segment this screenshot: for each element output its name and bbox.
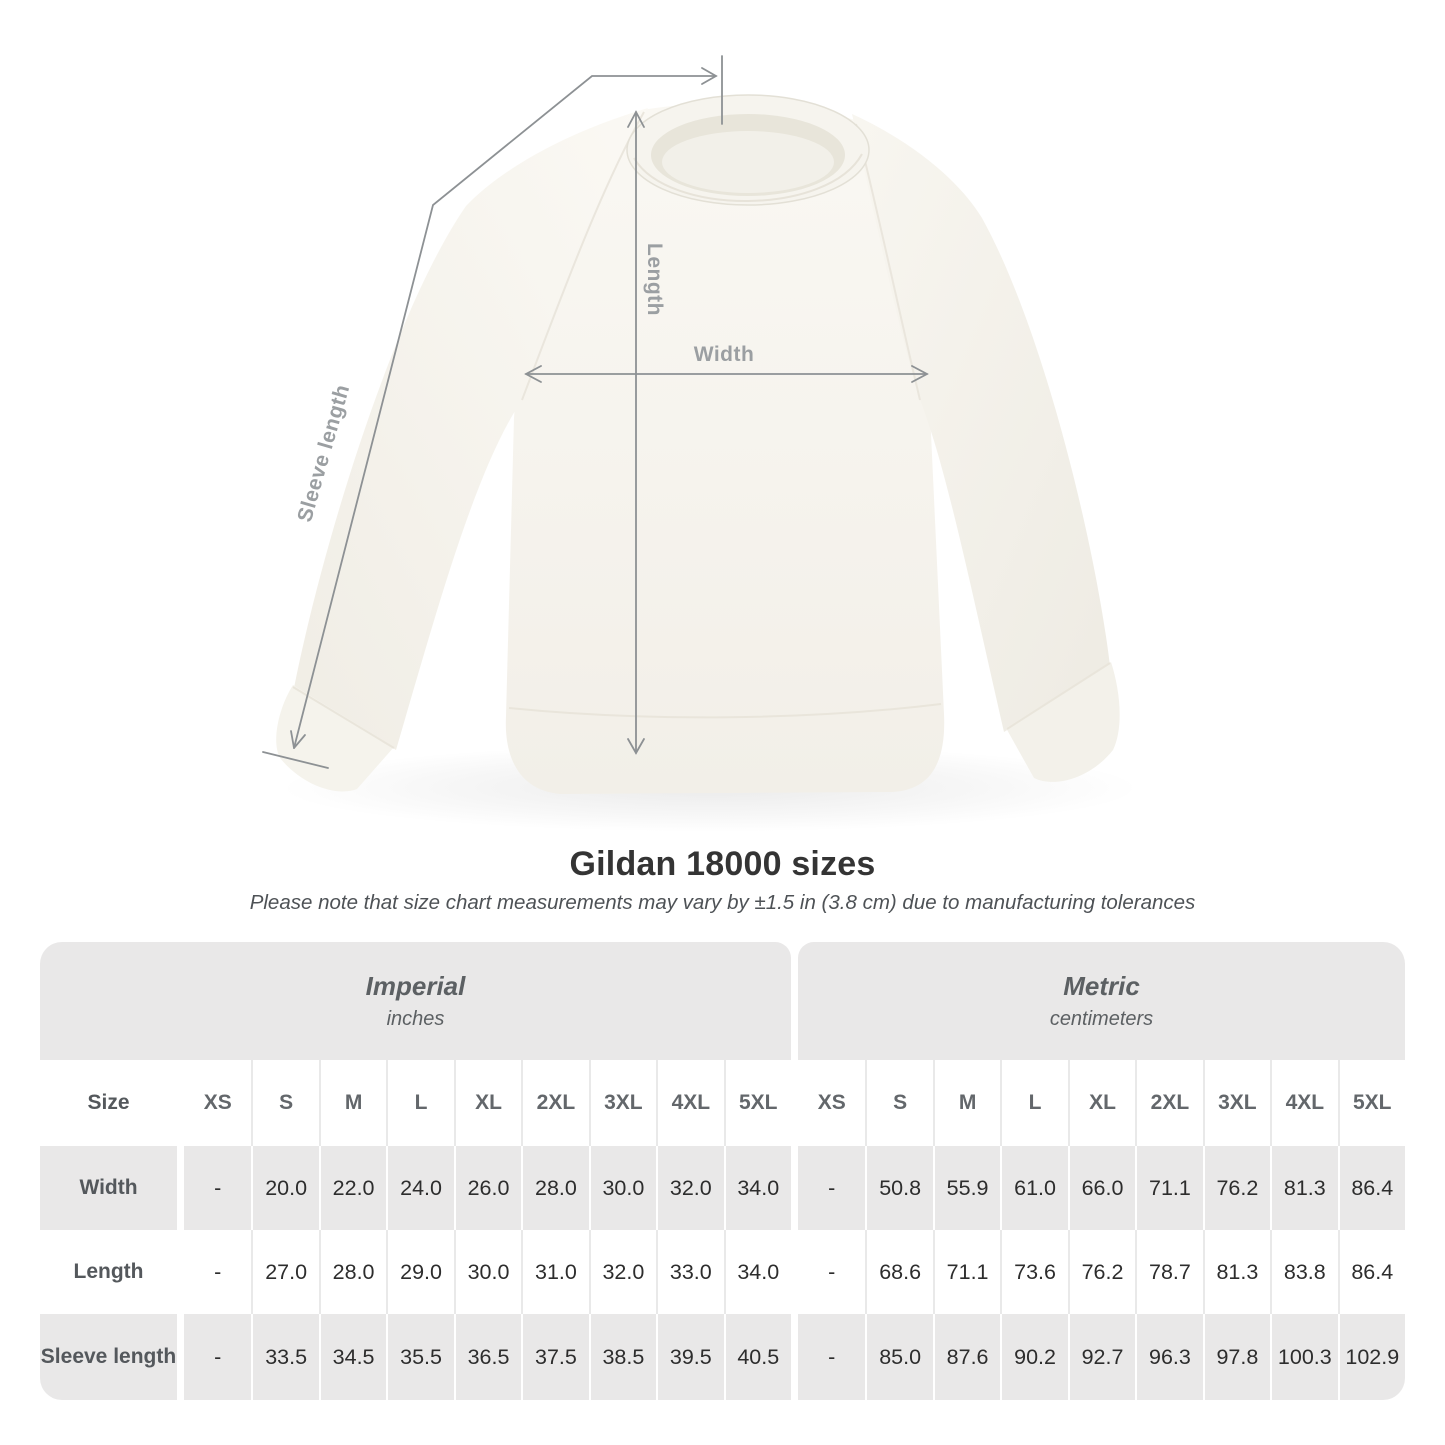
sleeve-length-label: Sleeve length — [293, 381, 355, 525]
cell-value: - — [798, 1230, 865, 1314]
cell-value: 87.6 — [933, 1314, 1000, 1400]
cell-value: 92.7 — [1068, 1314, 1135, 1400]
cell-value: 66.0 — [1068, 1146, 1135, 1230]
cell-value: 34.0 — [724, 1146, 791, 1230]
cell-value: 78.7 — [1135, 1230, 1202, 1314]
cell-value: 96.3 — [1135, 1314, 1202, 1400]
size-header-cell: XS — [798, 1060, 865, 1146]
column-gap — [177, 1146, 184, 1230]
size-header-cell: 2XL — [521, 1060, 588, 1146]
cell-value: 29.0 — [386, 1230, 453, 1314]
size-header-cell: S — [865, 1060, 932, 1146]
size-header-cell: L — [386, 1060, 453, 1146]
size-header-cell: 2XL — [1135, 1060, 1202, 1146]
cell-value: 81.3 — [1270, 1146, 1337, 1230]
imperial-unit: inches — [386, 1008, 445, 1030]
column-gap — [791, 1230, 798, 1314]
size-header-cell: 4XL — [656, 1060, 723, 1146]
measurement-row — [40, 1230, 1405, 1314]
column-gap — [177, 1314, 184, 1400]
cell-value: 27.0 — [251, 1230, 318, 1314]
cell-value: 33.0 — [656, 1230, 723, 1314]
size-header-cell: L — [1000, 1060, 1067, 1146]
column-gap — [791, 1314, 798, 1400]
cell-value: 73.6 — [1000, 1230, 1067, 1314]
cell-value: 97.8 — [1203, 1314, 1270, 1400]
cell-value: 86.4 — [1338, 1146, 1405, 1230]
size-header-cell: 5XL — [1338, 1060, 1405, 1146]
column-gap — [177, 1230, 184, 1314]
size-header-cell: 5XL — [724, 1060, 791, 1146]
column-gap — [791, 1146, 798, 1230]
unit-band-row — [40, 942, 1405, 1060]
size-header-cell: 3XL — [1203, 1060, 1270, 1146]
cell-value: 55.9 — [933, 1146, 1000, 1230]
size-header-cell: S — [251, 1060, 318, 1146]
cell-value: 71.1 — [1135, 1146, 1202, 1230]
tolerance-note: Please note that size chart measurements may vary by ±1.5 in (3.8 cm) due to manufacturing tolerances — [249, 891, 1196, 914]
imperial-name: Imperial — [365, 971, 466, 1001]
cell-value: - — [184, 1314, 251, 1400]
cell-value: 22.0 — [319, 1146, 386, 1230]
cell-value: 68.6 — [865, 1230, 932, 1314]
measurement-row — [40, 1314, 1405, 1400]
cell-value: 50.8 — [865, 1146, 932, 1230]
cell-value: 71.1 — [933, 1230, 1000, 1314]
cell-value: 85.0 — [865, 1314, 932, 1400]
cell-value: - — [798, 1146, 865, 1230]
size-header-cell: M — [933, 1060, 1000, 1146]
row-label: Length — [40, 1230, 177, 1314]
cell-value: 31.0 — [521, 1230, 588, 1314]
cell-value: 37.5 — [521, 1314, 588, 1400]
cell-value: 38.5 — [589, 1314, 656, 1400]
cell-value: 83.8 — [1270, 1230, 1337, 1314]
cell-value: 40.5 — [724, 1314, 791, 1400]
size-header-cell: XS — [184, 1060, 251, 1146]
cell-value: 28.0 — [319, 1230, 386, 1314]
cell-value: 33.5 — [251, 1314, 318, 1400]
cell-value: 35.5 — [386, 1314, 453, 1400]
measurement-row — [40, 1146, 1405, 1230]
cell-value: 61.0 — [1000, 1146, 1067, 1230]
cell-value: 24.0 — [386, 1146, 453, 1230]
row-label: Sleeve length — [40, 1314, 177, 1400]
length-label: Length — [643, 243, 666, 316]
imperial-band — [40, 942, 791, 1060]
cell-value: 32.0 — [589, 1230, 656, 1314]
size-header-cell: M — [319, 1060, 386, 1146]
cell-value: 100.3 — [1270, 1314, 1337, 1400]
metric-name: Metric — [1063, 971, 1140, 1001]
size-header-cell: XL — [454, 1060, 521, 1146]
cell-value: 20.0 — [251, 1146, 318, 1230]
cell-value: 30.0 — [454, 1230, 521, 1314]
cell-value: 30.0 — [589, 1146, 656, 1230]
cell-value: 90.2 — [1000, 1314, 1067, 1400]
size-header-cell: XL — [1068, 1060, 1135, 1146]
cell-value: 76.2 — [1203, 1146, 1270, 1230]
cell-value: 39.5 — [656, 1314, 723, 1400]
size-header-cell: 3XL — [589, 1060, 656, 1146]
size-table — [40, 942, 1405, 1400]
cell-value: 86.4 — [1338, 1230, 1405, 1314]
cell-value: 81.3 — [1203, 1230, 1270, 1314]
cell-value: 28.0 — [521, 1146, 588, 1230]
cell-value: 32.0 — [656, 1146, 723, 1230]
cell-value: 34.0 — [724, 1230, 791, 1314]
cell-value: 76.2 — [1068, 1230, 1135, 1314]
column-gap — [791, 1060, 798, 1146]
metric-unit: centimeters — [1049, 1008, 1154, 1030]
cell-value: 34.5 — [319, 1314, 386, 1400]
cell-value: - — [184, 1146, 251, 1230]
cell-value: 26.0 — [454, 1146, 521, 1230]
column-gap — [177, 1060, 184, 1146]
row-label: Width — [40, 1146, 177, 1230]
cell-value: - — [184, 1230, 251, 1314]
metric-band — [798, 942, 1405, 1060]
cell-value: 36.5 — [454, 1314, 521, 1400]
size-header-cell: 4XL — [1270, 1060, 1337, 1146]
size-table-body — [40, 1060, 1405, 1400]
page-title: Gildan 18000 sizes — [569, 845, 876, 883]
sweatshirt-collar — [627, 95, 869, 205]
cell-value: 102.9 — [1338, 1314, 1405, 1400]
size-column-header: Size — [40, 1060, 177, 1146]
cell-value: - — [798, 1314, 865, 1400]
size-header-row — [40, 1060, 1405, 1146]
width-label: Width — [693, 343, 755, 366]
